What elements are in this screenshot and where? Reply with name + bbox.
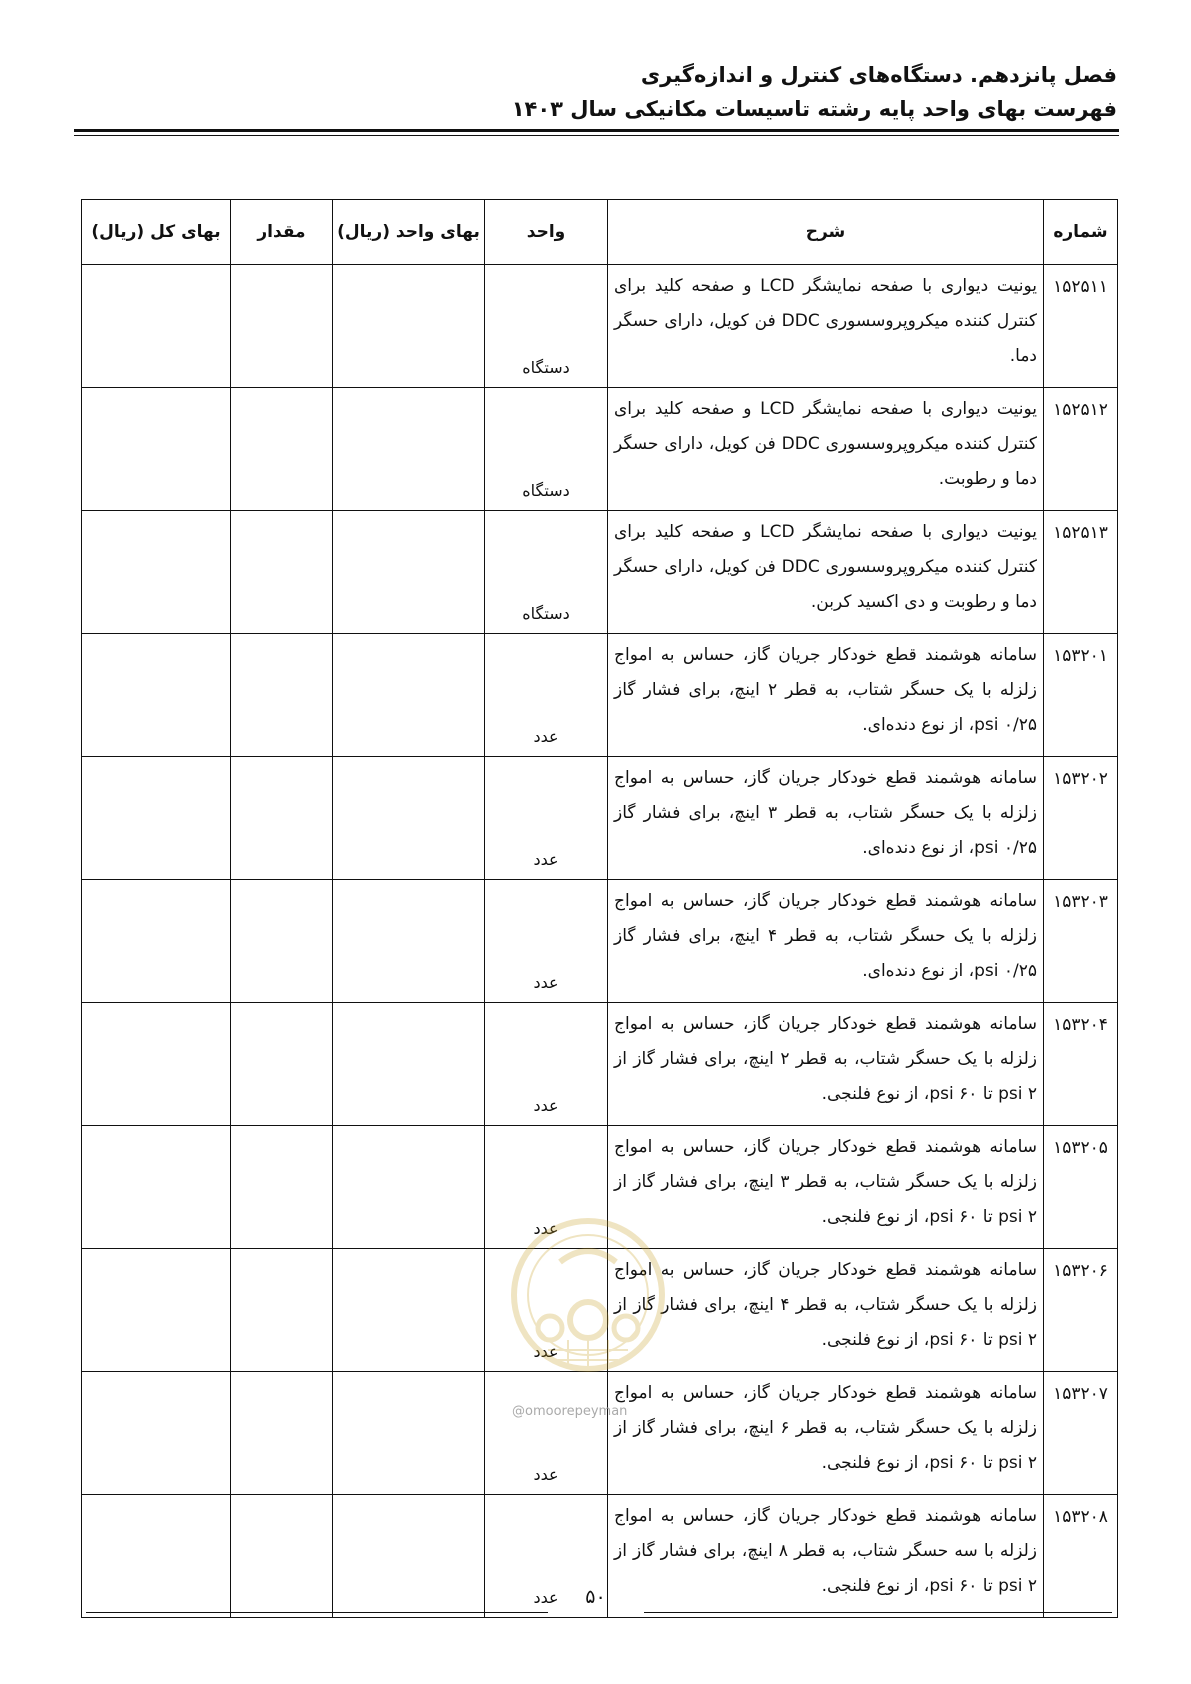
total-price-cell	[82, 1249, 231, 1372]
table-row	[82, 388, 1118, 511]
watermark-handle: @omoorepeyman	[512, 1404, 628, 1419]
item-unit: عدد	[485, 1372, 608, 1495]
total-price-cell	[82, 1003, 231, 1126]
unit-price-cell	[333, 1372, 485, 1495]
footer-rule-right	[644, 1612, 1112, 1613]
unit-price-cell	[333, 1003, 485, 1126]
unit-price-cell	[333, 880, 485, 1003]
column-header-unit: واحد	[485, 200, 608, 265]
column-header-code: شماره	[1044, 200, 1118, 265]
column-header-quantity: مقدار	[231, 200, 333, 265]
unit-price-cell	[333, 388, 485, 511]
item-unit: عدد	[485, 1126, 608, 1249]
quantity-cell	[231, 1003, 333, 1126]
item-description: سامانه هوشمند قطع خودکار جریان گاز، حساس به امواج زلزله با یک حسگر شتاب، به قطر ۶ اینچ، برای فشار گاز از ۲ psi تا ۶۰ psi، از نوع فلنجی.	[608, 1372, 1044, 1495]
item-unit: دستگاه	[485, 265, 608, 388]
unit-price-cell	[333, 757, 485, 880]
item-description: سامانه هوشمند قطع خودکار جریان گاز، حساس به امواج زلزله با یک حسگر شتاب، به قطر ۲ اینچ، برای فشار گاز از ۲ psi تا ۶۰ psi، از نوع فلنجی.	[608, 1003, 1044, 1126]
item-code: ۱۵۳۲۰۲	[1044, 757, 1118, 880]
item-description: یونیت دیواری با صفحه نمایشگر LCD و صفحه کلید برای کنترل کننده میکروپروسسوری DDC فن کویل، دارای حسگر دما.	[608, 265, 1044, 388]
item-unit: عدد	[485, 1249, 608, 1372]
item-code: ۱۵۳۲۰۷	[1044, 1372, 1118, 1495]
item-description: سامانه هوشمند قطع خودکار جریان گاز، حساس به امواج زلزله با یک حسگر شتاب، به قطر ۴ اینچ، برای فشار گاز ۰/۲۵ psi، از نوع دنده‌ای.	[608, 880, 1044, 1003]
quantity-cell	[231, 1126, 333, 1249]
page-header	[77, 58, 1117, 126]
table-row	[82, 757, 1118, 880]
item-unit: دستگاه	[485, 511, 608, 634]
total-price-cell	[82, 880, 231, 1003]
item-description: یونیت دیواری با صفحه نمایشگر LCD و صفحه کلید برای کنترل کننده میکروپروسسوری DDC فن کویل، دارای حسگر دما و رطوبت و دی اکسید کربن.	[608, 511, 1044, 634]
item-code: ۱۵۳۲۰۶	[1044, 1249, 1118, 1372]
item-description: یونیت دیواری با صفحه نمایشگر LCD و صفحه کلید برای کنترل کننده میکروپروسسوری DDC فن کویل، دارای حسگر دما و رطوبت.	[608, 388, 1044, 511]
total-price-cell	[82, 265, 231, 388]
table-row	[82, 1126, 1118, 1249]
table-header-row	[82, 200, 1118, 265]
item-unit: عدد	[485, 1495, 608, 1618]
item-code: ۱۵۲۵۱۱	[1044, 265, 1118, 388]
quantity-cell	[231, 1249, 333, 1372]
column-header-unit-price: بهای واحد (ریال)	[333, 200, 485, 265]
total-price-cell	[82, 1372, 231, 1495]
item-unit: عدد	[485, 634, 608, 757]
item-description: سامانه هوشمند قطع خودکار جریان گاز، حساس به امواج زلزله با یک حسگر شتاب، به قطر ۲ اینچ، برای فشار گاز ۰/۲۵ psi، از نوع دنده‌ای.	[608, 634, 1044, 757]
item-code: ۱۵۳۲۰۱	[1044, 634, 1118, 757]
quantity-cell	[231, 511, 333, 634]
page-number: ۵۰	[585, 1586, 606, 1608]
table-row	[82, 1249, 1118, 1372]
total-price-cell	[82, 1126, 231, 1249]
item-description: سامانه هوشمند قطع خودکار جریان گاز، حساس به امواج زلزله با یک حسگر شتاب، به قطر ۳ اینچ، برای فشار گاز از ۲ psi تا ۶۰ psi، از نوع فلنجی.	[608, 1126, 1044, 1249]
item-unit: دستگاه	[485, 388, 608, 511]
item-description: سامانه هوشمند قطع خودکار جریان گاز، حساس به امواج زلزله با سه حسگر شتاب، به قطر ۸ اینچ، برای فشار گاز از ۲ psi تا ۶۰ psi، از نوع فلنجی.	[608, 1495, 1044, 1618]
footer-rule-left	[86, 1612, 548, 1613]
unit-price-cell	[333, 1126, 485, 1249]
item-unit: عدد	[485, 880, 608, 1003]
item-description: سامانه هوشمند قطع خودکار جریان گاز، حساس به امواج زلزله با یک حسگر شتاب، به قطر ۳ اینچ، برای فشار گاز ۰/۲۵ psi، از نوع دنده‌ای.	[608, 757, 1044, 880]
header-rule-thick	[74, 129, 1119, 132]
quantity-cell	[231, 265, 333, 388]
quantity-cell	[231, 634, 333, 757]
table-row	[82, 1372, 1118, 1495]
quantity-cell	[231, 757, 333, 880]
table-row	[82, 880, 1118, 1003]
item-code: ۱۵۲۵۱۲	[1044, 388, 1118, 511]
total-price-cell	[82, 757, 231, 880]
quantity-cell	[231, 880, 333, 1003]
item-description: سامانه هوشمند قطع خودکار جریان گاز، حساس به امواج زلزله با یک حسگر شتاب، به قطر ۴ اینچ، برای فشار گاز از ۲ psi تا ۶۰ psi، از نوع فلنجی.	[608, 1249, 1044, 1372]
column-header-description: شرح	[608, 200, 1044, 265]
quantity-cell	[231, 1372, 333, 1495]
table-row	[82, 265, 1118, 388]
unit-price-cell	[333, 634, 485, 757]
item-code: ۱۵۳۲۰۵	[1044, 1126, 1118, 1249]
table-row	[82, 634, 1118, 757]
document-title: فهرست بهای واحد پایه رشته تاسیسات مکانیکی سال ۱۴۰۳	[511, 97, 1117, 121]
item-code: ۱۵۳۲۰۴	[1044, 1003, 1118, 1126]
chapter-title: فصل پانزدهم. دستگاه‌های کنترل و اندازه‌گیری	[640, 63, 1117, 87]
total-price-cell	[82, 511, 231, 634]
item-unit: عدد	[485, 757, 608, 880]
header-rule-thin	[74, 135, 1119, 136]
item-code: ۱۵۲۵۱۳	[1044, 511, 1118, 634]
unit-price-cell	[333, 1249, 485, 1372]
quantity-cell	[231, 388, 333, 511]
item-code: ۱۵۳۲۰۸	[1044, 1495, 1118, 1618]
item-unit: عدد	[485, 1003, 608, 1126]
item-code: ۱۵۳۲۰۳	[1044, 880, 1118, 1003]
table-row	[82, 511, 1118, 634]
total-price-cell	[82, 634, 231, 757]
unit-price-cell	[333, 511, 485, 634]
column-header-total-price: بهای کل (ریال)	[82, 200, 231, 265]
unit-price-cell	[333, 265, 485, 388]
table-row	[82, 1003, 1118, 1126]
total-price-cell	[82, 388, 231, 511]
